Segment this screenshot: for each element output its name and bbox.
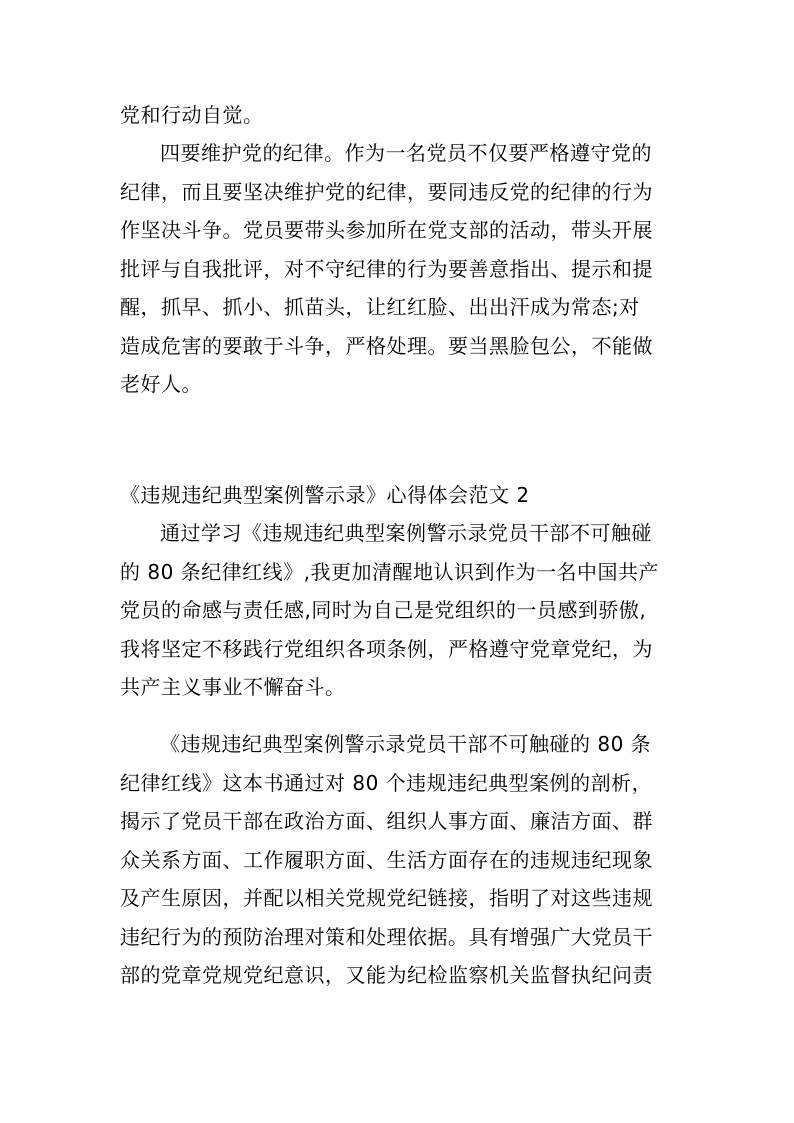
text-line: 党和行动自觉。 <box>120 103 264 127</box>
text-line: 部的党章党规党纪意识，又能为纪检监察机关监督执纪问责 <box>120 963 653 987</box>
paragraph-book-review <box>120 725 676 995</box>
text-line: 四要维护党的纪律。作为一名党员不仅要严格遵守党的 <box>160 141 652 165</box>
text-line: 及产生原因，并配以相关党规党纪链接，指明了对这些违规 <box>120 886 653 910</box>
text-line: 通过学习《违规违纪典型案例警示录党员干部不可触碰 <box>160 521 652 545</box>
text-line: 众关系方面、工作履职方面、生活方面存在的违规违纪现象 <box>120 847 653 872</box>
text-line: 作坚决斗争。党员要带头参加所在党支部的活动，带头开展 <box>120 218 653 242</box>
paragraph-study <box>120 514 676 707</box>
text-line: 违纪行为的预防治理对策和处理依据。具有增强广大党员干 <box>120 924 653 949</box>
text-line: 揭示了党员干部在政治方面、组织人事方面、廉洁方面、群 <box>120 809 653 833</box>
text-line: 共产主义事业不懈奋斗。 <box>120 675 346 699</box>
text-line: 的 80 条纪律红线》,我更加清醒地认识到作为一名中国共产 <box>120 559 660 584</box>
text-line: 纪律红线》这本书通过对 80 个违规违纪典型案例的剖析， <box>120 770 653 795</box>
section-heading: 《违规违纪典型案例警示录》心得体会范文 2 <box>120 483 530 507</box>
text-line: 我将坚定不移践行党组织各项条例，严格遵守党章党纪，为 <box>120 636 653 661</box>
text-line: 纪律，而且要坚决维护党的纪律，要同违反党的纪律的行为 <box>120 179 653 204</box>
text-line: 醒，抓早、抓小、抓苗头，让红红脸、出出汗成为常态;对 <box>120 295 640 319</box>
text-line: 老好人。 <box>120 372 202 396</box>
text-line: 批评与自我批评，对不守纪律的行为要善意指出、提示和提 <box>120 256 653 281</box>
text-line: 造成危害的要敢于斗争，严格处理。要当黑脸包公，不能做 <box>120 333 653 358</box>
text-line: 《违规违纪典型案例警示录党员干部不可触碰的 80 条 <box>160 732 652 756</box>
paragraph-continuation <box>120 96 676 135</box>
paragraph-discipline <box>120 134 676 404</box>
text-line: 党员的命感与责任感,同时为自己是党组织的一员感到骄傲, <box>120 598 647 622</box>
